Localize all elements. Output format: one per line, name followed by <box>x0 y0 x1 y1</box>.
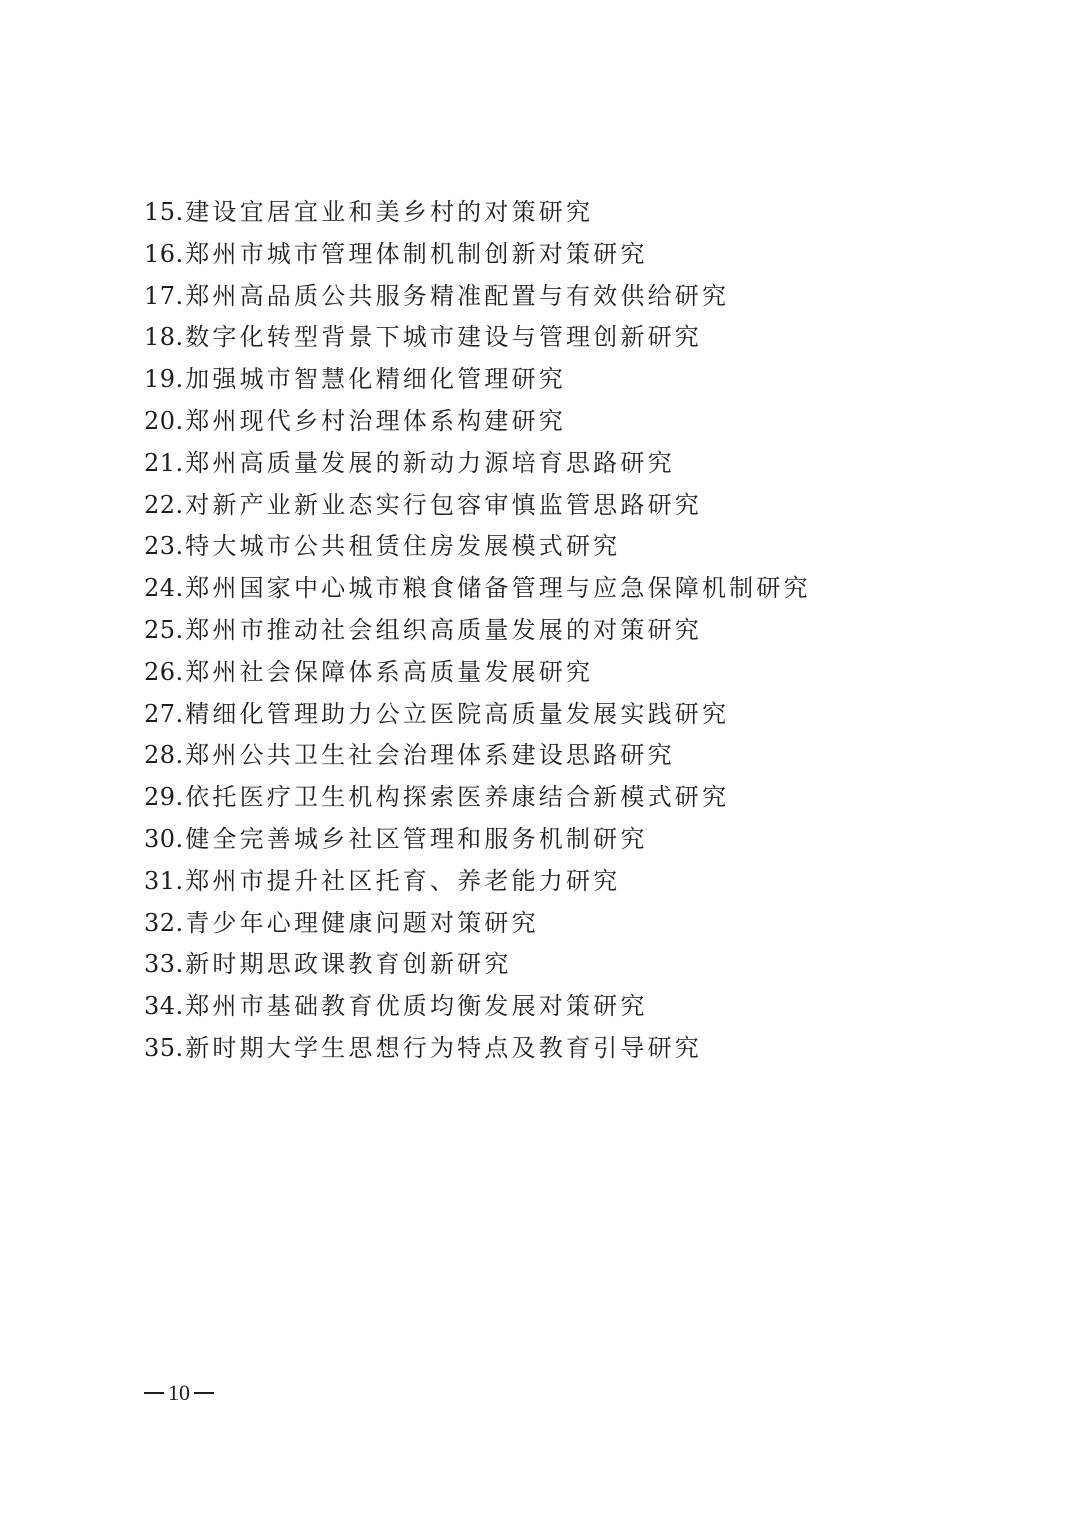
topic-item <box>144 485 1044 527</box>
topic-text: 郑州市推动社会组织高质量发展的对策研究 <box>185 615 702 644</box>
topic-number: 24 <box>144 574 176 603</box>
topic-text: 青少年心理健康问题对策研究 <box>185 908 539 937</box>
topic-item <box>144 944 1044 986</box>
topic-number: 32 <box>144 908 176 937</box>
topic-separator: . <box>175 615 186 644</box>
page-number-footer <box>144 1380 214 1406</box>
topic-separator: . <box>175 824 186 853</box>
page-number: 10 <box>168 1380 190 1405</box>
topic-number: 35 <box>144 1033 176 1062</box>
topic-item <box>144 443 1044 485</box>
topic-item <box>144 903 1044 945</box>
topic-text: 郑州市提升社区托育、养老能力研究 <box>185 866 621 895</box>
topic-text: 对新产业新业态实行包容审慎监管思路研究 <box>185 490 702 519</box>
topic-item <box>144 1028 1044 1070</box>
topic-number: 18 <box>144 323 176 352</box>
topic-item <box>144 819 1044 861</box>
topic-item <box>144 861 1044 903</box>
topic-separator: . <box>175 783 186 812</box>
topic-separator: . <box>175 323 186 352</box>
topic-item <box>144 777 1044 819</box>
topic-separator: . <box>175 699 186 728</box>
topic-text: 新时期大学生思想行为特点及教育引导研究 <box>185 1033 702 1062</box>
topic-number: 27 <box>144 699 176 728</box>
topic-item <box>144 276 1044 318</box>
topic-number: 31 <box>144 866 176 895</box>
topic-item <box>144 568 1044 610</box>
topic-separator: . <box>175 365 186 394</box>
topic-number: 19 <box>144 365 176 394</box>
topic-text: 加强城市智慧化精细化管理研究 <box>185 365 566 394</box>
topic-item <box>144 192 1044 234</box>
topic-separator: . <box>175 490 186 519</box>
topic-text: 郑州市基础教育优质均衡发展对策研究 <box>185 992 648 1021</box>
topic-number: 21 <box>144 448 176 477</box>
topic-text: 郑州现代乡村治理体系构建研究 <box>185 406 566 435</box>
topic-text: 郑州社会保障体系高质量发展研究 <box>185 657 594 686</box>
topic-item <box>144 735 1044 777</box>
topic-text: 精细化管理助力公立医院高质量发展实践研究 <box>185 699 730 728</box>
topic-number: 23 <box>144 532 176 561</box>
topic-number: 20 <box>144 406 176 435</box>
page-number-dash-left <box>144 1392 164 1394</box>
topic-separator: . <box>175 532 186 561</box>
topic-separator: . <box>175 448 186 477</box>
topic-number: 28 <box>144 741 176 770</box>
topic-number: 26 <box>144 657 176 686</box>
topic-separator: . <box>175 866 186 895</box>
topic-separator: . <box>175 1033 186 1062</box>
topic-text: 郑州国家中心城市粮食储备管理与应急保障机制研究 <box>185 574 811 603</box>
topic-text: 郑州公共卫生社会治理体系建设思路研究 <box>185 741 675 770</box>
topic-separator: . <box>175 281 186 310</box>
topic-item <box>144 317 1044 359</box>
topic-number: 22 <box>144 490 176 519</box>
topic-text: 郑州高品质公共服务精准配置与有效供给研究 <box>185 281 730 310</box>
topic-item <box>144 526 1044 568</box>
topic-item <box>144 359 1044 401</box>
topic-text: 健全完善城乡社区管理和服务机制研究 <box>185 824 648 853</box>
topic-text: 依托医疗卫生机构探索医养康结合新模式研究 <box>185 783 730 812</box>
topic-separator: . <box>175 992 186 1021</box>
topic-number: 29 <box>144 783 176 812</box>
topic-number: 15 <box>144 198 176 226</box>
topic-item <box>144 234 1044 276</box>
topic-separator: . <box>175 406 186 435</box>
topic-separator: . <box>175 574 186 603</box>
topic-item <box>144 694 1044 736</box>
topic-separator: . <box>175 908 186 937</box>
topic-separator: . <box>175 950 186 979</box>
topic-number: 30 <box>144 824 176 853</box>
topic-separator: . <box>175 741 186 770</box>
topic-text: 新时期思政课教育创新研究 <box>185 950 512 979</box>
topic-text: 建设宜居宜业和美乡村的对策研究 <box>185 198 594 226</box>
topic-list <box>144 192 1044 1070</box>
topic-text: 郑州高质量发展的新动力源培育思路研究 <box>185 448 675 477</box>
topic-number: 17 <box>144 281 176 310</box>
topic-separator: . <box>175 657 186 686</box>
topic-separator: . <box>175 198 186 226</box>
topic-text: 郑州市城市管理体制机制创新对策研究 <box>185 239 648 268</box>
topic-item <box>144 652 1044 694</box>
topic-number: 16 <box>144 239 176 268</box>
topic-number: 25 <box>144 615 176 644</box>
topic-number: 33 <box>144 950 176 979</box>
topic-number: 34 <box>144 992 176 1021</box>
page-number-dash-right <box>194 1392 214 1394</box>
topic-item <box>144 401 1044 443</box>
topic-text: 特大城市公共租赁住房发展模式研究 <box>185 532 621 561</box>
topic-item <box>144 610 1044 652</box>
topic-separator: . <box>175 239 186 268</box>
topic-item <box>144 986 1044 1028</box>
topic-text: 数字化转型背景下城市建设与管理创新研究 <box>185 323 702 352</box>
